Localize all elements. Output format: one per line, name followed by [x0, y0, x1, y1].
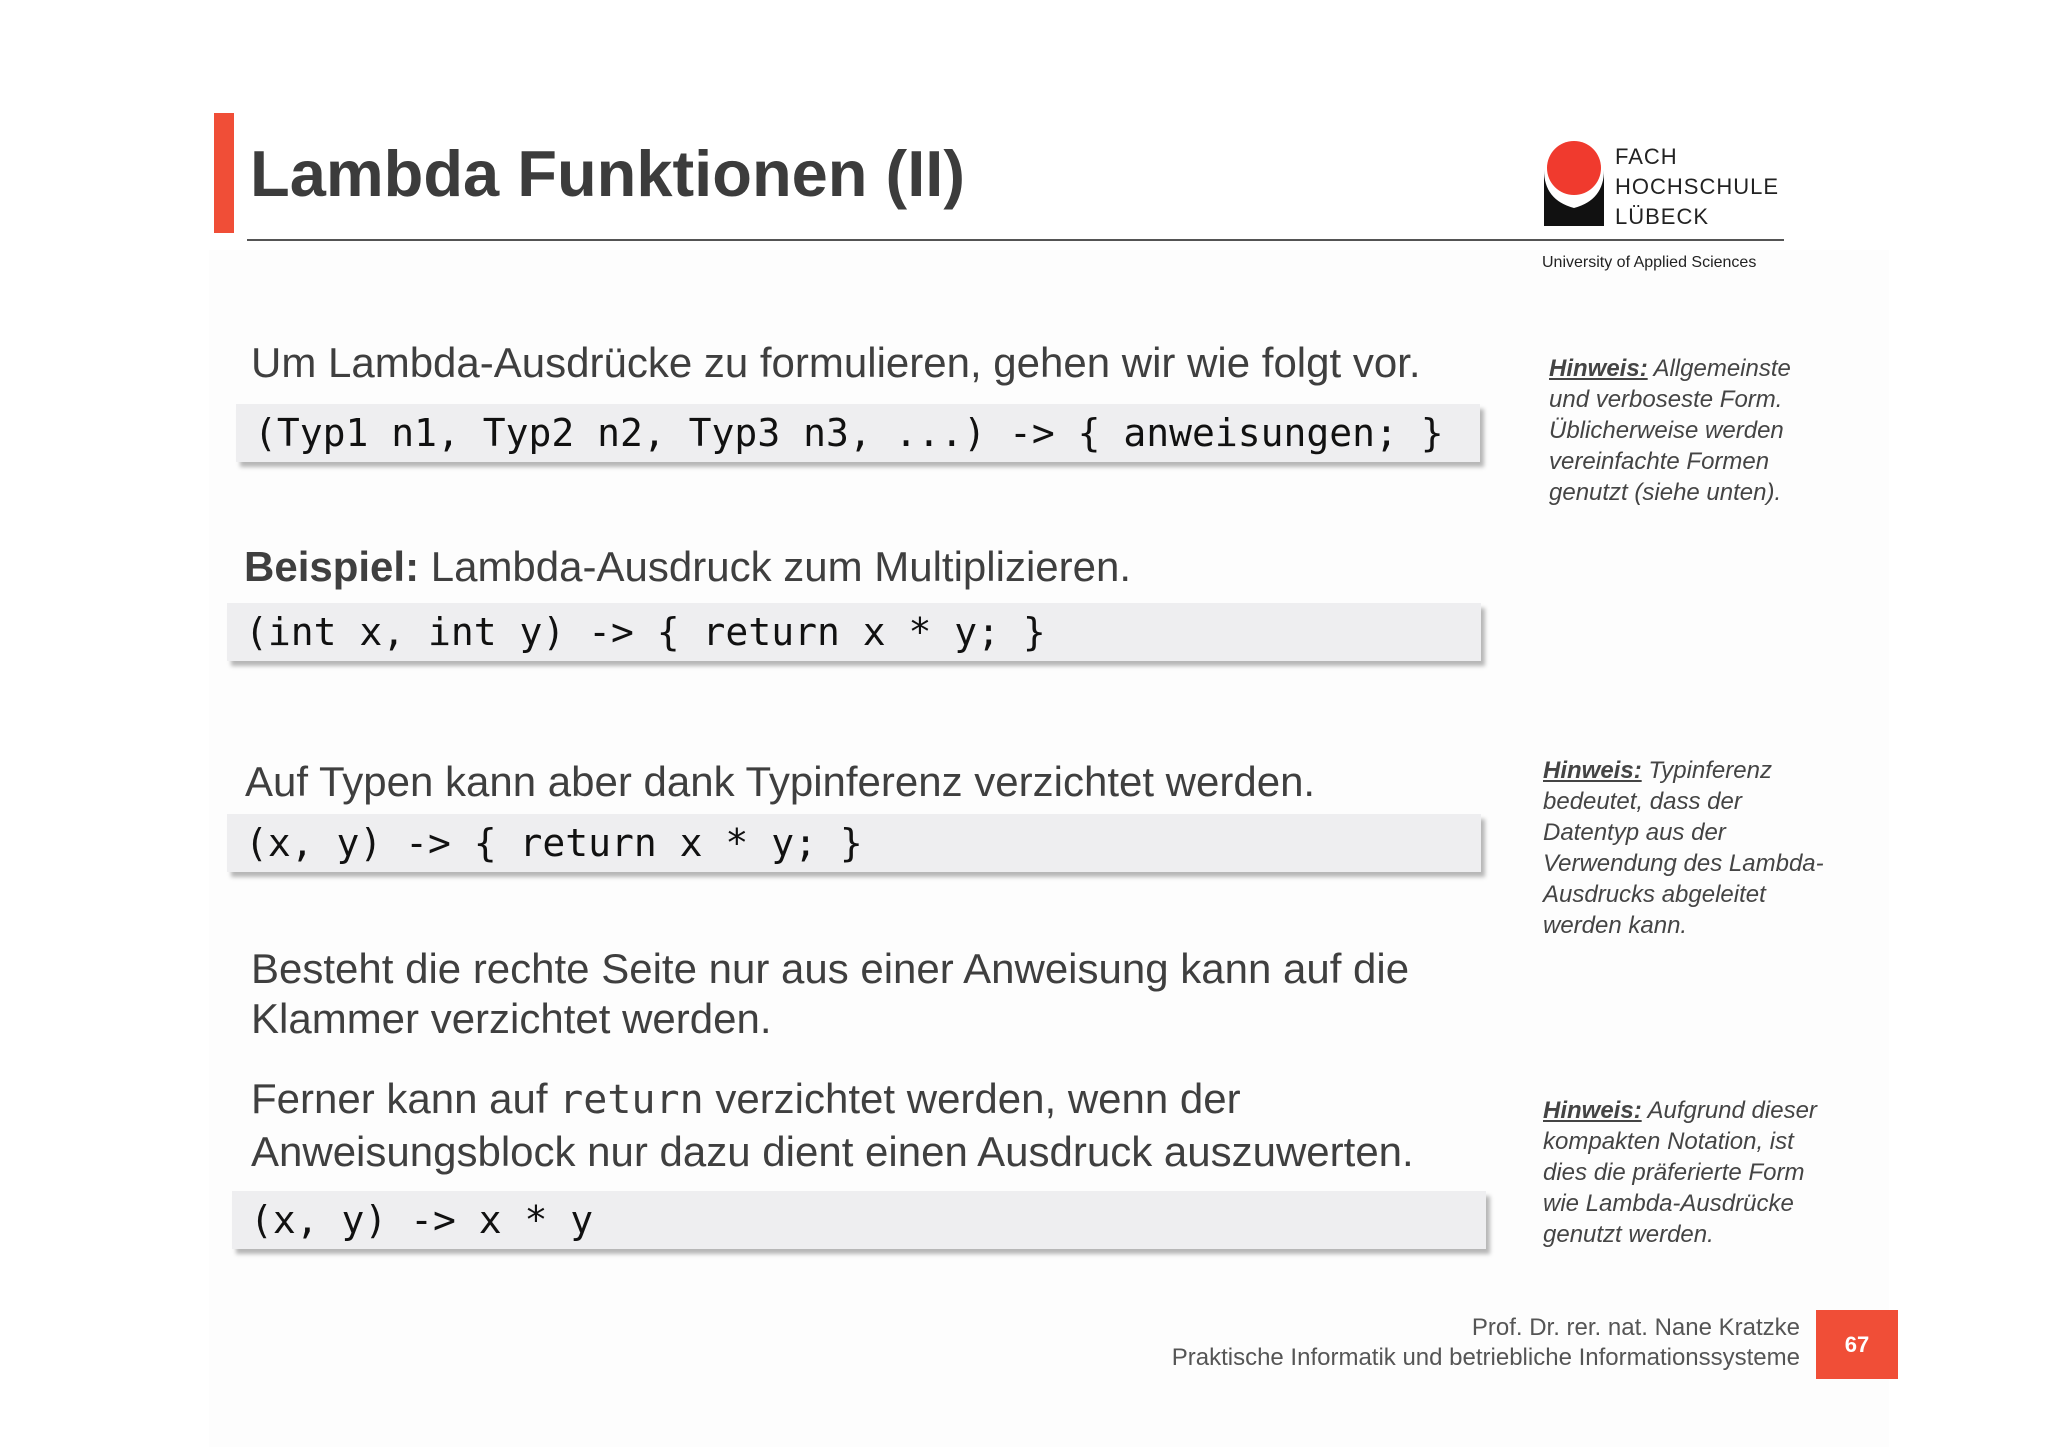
return-text-pre: Ferner kann auf — [251, 1075, 560, 1122]
hint-2-line-3: Datentyp aus der — [1543, 819, 1726, 846]
footer-course: Praktische Informatik und betriebliche Informationssysteme — [1171, 1344, 1800, 1371]
code-general-form: (Typ1 n1, Typ2 n2, Typ3 n3, ...) -> { anweisungen; } — [254, 411, 1444, 455]
logo-line-2: HOCHSCHULE — [1615, 174, 1780, 199]
hint-1-line-2: und verboseste Form. — [1549, 386, 1783, 413]
hint-3-line-4: wie Lambda-Ausdrücke — [1543, 1190, 1794, 1217]
hint-1-line-3: Üblicherweise werden — [1549, 417, 1784, 444]
code-block-inference — [227, 814, 1481, 872]
example-label: Beispiel: — [244, 543, 420, 590]
intro-text: Um Lambda-Ausdrücke zu formulieren, gehen wir wie folgt vor. — [251, 339, 1421, 386]
inference-text: Auf Typen kann aber dank Typinferenz verzichtet werden. — [245, 758, 1316, 805]
example-description: Lambda-Ausdruck zum Multiplizieren. — [419, 543, 1132, 590]
hint-3-line-1: Hinweis: Aufgrund dieser — [1543, 1097, 1817, 1124]
hint-compact-notation — [1543, 1095, 1817, 1250]
hint-3-line-5: genutzt werden. — [1543, 1221, 1714, 1248]
code-compact: (x, y) -> x * y — [250, 1198, 594, 1242]
braces-text-line-1: Besteht die rechte Seite nur aus einer Anweisung kann auf die — [251, 945, 1410, 992]
hint-3-line-3: dies die präferierte Form — [1543, 1159, 1805, 1186]
return-text-line-1 — [251, 1073, 1414, 1126]
code-example: (int x, int y) -> { return x * y; } — [245, 610, 1046, 654]
hint-2-line-1: Hinweis: Typinferenz — [1543, 757, 1772, 784]
logo-emblem-icon — [1542, 138, 1606, 228]
code-block-general-form — [236, 404, 1480, 462]
footer — [1172, 1313, 1800, 1373]
return-text — [251, 1073, 1414, 1178]
code-block-compact — [232, 1191, 1486, 1249]
logo-subtitle: University of Applied Sciences — [1542, 254, 1757, 271]
university-logo — [1542, 138, 1792, 273]
hint-2-line-5: Ausdrucks abgeleitet — [1543, 881, 1766, 908]
return-keyword: return — [559, 1077, 704, 1123]
hint-3-label: Hinweis: — [1543, 1097, 1642, 1124]
hint-3-line-2: kompakten Notation, ist — [1543, 1128, 1794, 1155]
logo-line-1: FACH — [1615, 144, 1678, 169]
return-text-line-2: Anweisungsblock nur dazu dient einen Ausdruck auszuwerten. — [251, 1128, 1414, 1175]
page-number: 67 — [1816, 1310, 1898, 1379]
hint-2-label: Hinweis: — [1543, 757, 1642, 784]
logo-wordmark — [1615, 142, 1779, 232]
footer-author: Prof. Dr. rer. nat. Nane Kratzke — [1471, 1314, 1800, 1341]
hint-1-line-1: Hinweis: Allgemeinste — [1549, 355, 1791, 382]
logo-line-3: LÜBECK — [1615, 204, 1710, 229]
hint-2-line-2: bedeutet, dass der — [1543, 788, 1742, 815]
title-accent-bar — [214, 113, 234, 233]
hint-type-inference — [1543, 755, 1824, 941]
return-text-post: verzichtet werden, wenn der — [703, 1075, 1241, 1122]
slide-title: Lambda Funktionen (II) — [250, 137, 965, 210]
example-text — [244, 542, 1131, 592]
code-block-example — [227, 603, 1481, 661]
hint-1-line-4: vereinfachte Formen — [1549, 448, 1770, 475]
hint-2-line-4: Verwendung des Lambda- — [1543, 850, 1824, 877]
code-inference: (x, y) -> { return x * y; } — [245, 821, 863, 865]
hint-2-line-6: werden kann. — [1543, 912, 1688, 939]
hint-1-label: Hinweis: — [1549, 355, 1648, 382]
braces-text — [251, 944, 1409, 1044]
hint-general-form — [1549, 353, 1791, 508]
hint-1-line-5: genutzt (siehe unten). — [1549, 479, 1782, 506]
braces-text-line-2: Klammer verzichtet werden. — [251, 995, 772, 1042]
